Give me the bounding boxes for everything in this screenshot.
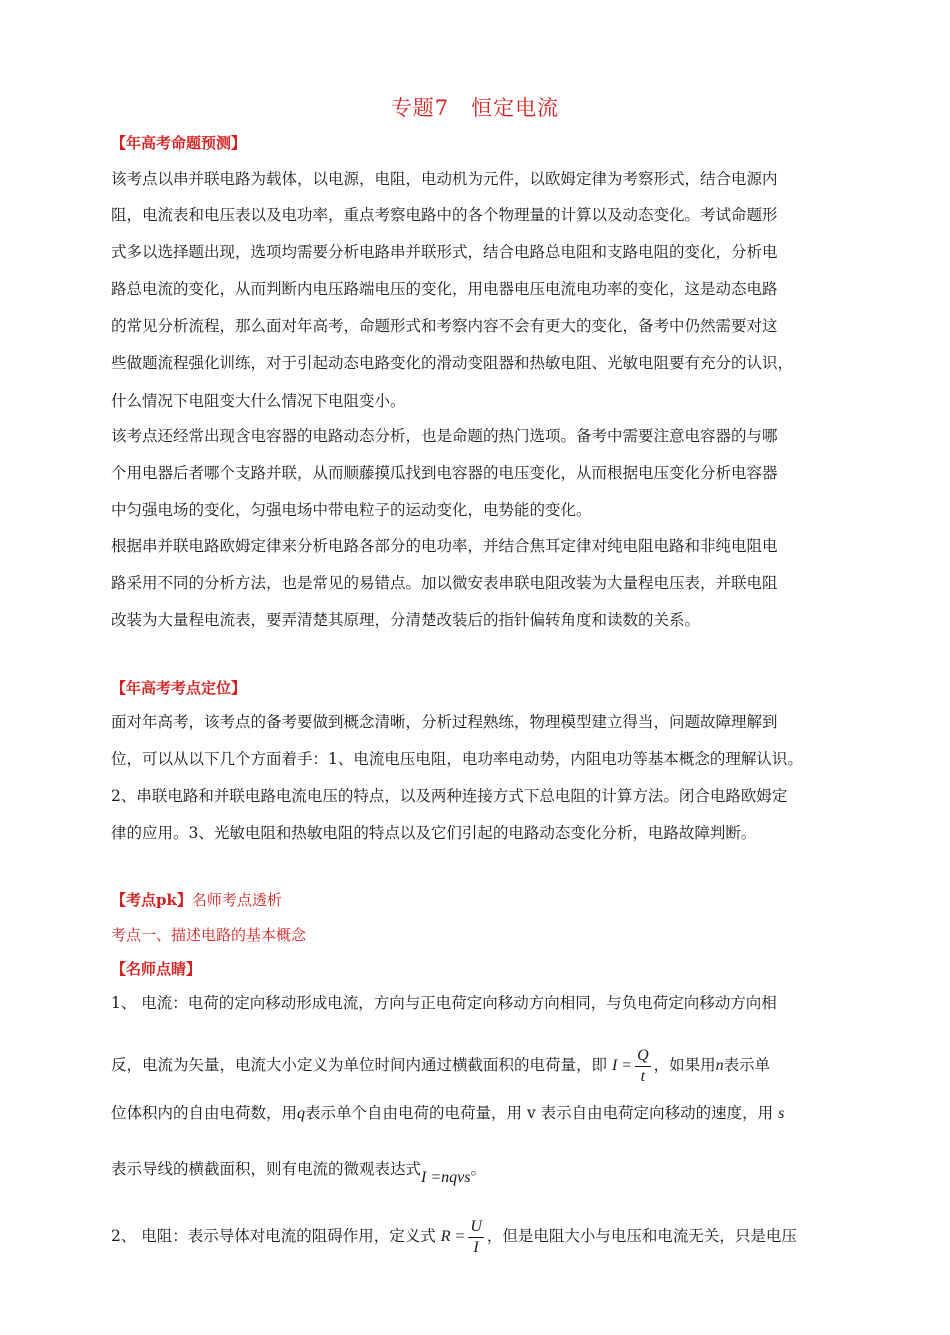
paragraph-line: 式多以选择题出现，选项均需要分析电路串并联形式，结合电路总电阻和支路电阻的变化，分析电: [111, 243, 778, 261]
item1-line2: [111, 1043, 851, 1087]
current-formula-fraction: [635, 1046, 651, 1087]
fraction-denominator: t: [640, 1067, 646, 1085]
paragraph-line: 2、串联电路和并联电路电流电压的特点，以及两种连接方式下总电阻的计算方法。闭合电路欧姆定: [111, 787, 788, 805]
item2-line1: [111, 1214, 851, 1258]
fraction-numerator: U: [468, 1217, 484, 1238]
resistance-formula-lhs: R =: [440, 1228, 466, 1245]
item1-text-d: 位体积内的自由电荷数，用: [111, 1104, 298, 1122]
item1-text-a: 反，电流为矢量，电流大小定义为单位时间内通过横截面积的电荷量，即: [111, 1056, 608, 1074]
item1-text-f: 表示导线的横截面积，则有电流的微观表达式: [111, 1160, 422, 1178]
section-heading-prediction: 【年高考命题预测】: [111, 134, 247, 152]
item1-text-b: ，如果用: [653, 1056, 716, 1074]
paragraph-line: 该考点还经常出现含电容器的电路动态分析，也是命题的热门选项。备考中需要注意电容器的与哪: [111, 427, 778, 445]
item1-line1: 1、 电流：电荷的定向移动形成电流，方向与正电荷定向移动方向相同，与负电荷定向移动方向相: [111, 994, 777, 1012]
tip-heading: 【名师点睛】: [111, 960, 202, 978]
paragraph-line: 位，可以从以下几个方面着手：1、电流电压电阻，电功率电动势，内阻电功等基本概念的理解认识。: [111, 750, 803, 768]
item1-line4: [111, 1157, 851, 1186]
item2-text-b: ，但是电阻大小与电压和电流无关，只是电压: [486, 1227, 797, 1245]
fraction-denominator: I: [473, 1238, 479, 1256]
micro-current-formula: I =nqvs: [421, 1169, 471, 1186]
paragraph-line: 路总电流的变化，从而判断内电压路端电压的变化，用电器电压电流电功率的变化，这是动态电路: [111, 280, 778, 298]
fraction-numerator: Q: [635, 1046, 651, 1067]
section-heading-positioning: 【年高考考点定位】: [111, 679, 247, 697]
paragraph-line: 什么情况下电阻变大什么情况下电阻变小。: [111, 392, 406, 410]
item1-text-e: 表示单个自由电荷的电荷量，用 v 表示自由电荷定向移动的速度，用: [305, 1104, 774, 1122]
item1-text-c: 表示单: [723, 1056, 771, 1074]
paragraph-line: 中匀强电场的变化，匀强电场中带电粒子的运动变化，电势能的变化。: [111, 501, 592, 519]
page-title: 专题7 恒定电流: [390, 96, 560, 120]
item1-text-g: 。: [470, 1160, 486, 1178]
paragraph-line: 的常见分析流程，那么面对年高考，命题形式和考察内容不会有更大的变化，备考中仍然需要对这: [111, 317, 778, 335]
resistance-formula-fraction: [468, 1217, 484, 1258]
paragraph-line: 根据串并联电路欧姆定律来分析电路各部分的电功率，并结合焦耳定律对纯电阻电路和非纯电阻电: [111, 537, 778, 555]
paragraph-line: 阻，电流表和电压表以及电功率，重点考察电路中的各个物理量的计算以及动态变化。考试命题形: [111, 206, 778, 224]
section-heading-pk: [111, 890, 851, 910]
var-s: s: [778, 1105, 785, 1122]
paragraph-line: 面对年高考，该考点的备考要做到概念清晰，分析过程熟练，物理模型建立得当，问题故障理解到: [111, 713, 778, 731]
item2-text-a: 2、 电阻：表示导体对电流的阻碍作用，定义式: [111, 1227, 436, 1245]
var-n: n: [715, 1057, 724, 1074]
paragraph-line: 律的应用。3、光敏电阻和热敏电阻的特点以及它们引起的电路动态变化分析，电路故障判断。: [111, 824, 757, 842]
paragraph-line: 个用电器后者哪个支路并联，从而顺藤摸瓜找到电容器的电压变化，从而根据电压变化分析电容器: [111, 464, 778, 482]
pk-bracket-label: 【考点pk】: [111, 891, 192, 909]
sub-heading-concept: 考点一、描述电路的基本概念: [111, 926, 307, 944]
paragraph-line: 些做题流程强化训练，对于引起动态电路变化的滑动变阻器和热敏电阻、光敏电阻要有充分的认识，: [111, 354, 794, 372]
pk-heading-text: 名师考点透析: [191, 891, 282, 909]
current-formula-lhs: I =: [611, 1057, 633, 1074]
var-q: q: [297, 1105, 306, 1122]
item1-line3: [111, 1103, 851, 1124]
paragraph-line: 路采用不同的分析方法，也是常见的易错点。加以微安表串联电阻改装为大量程电压表，并联电阻: [111, 574, 778, 592]
paragraph-line: 该考点以串并联电路为载体，以电源，电阻，电动机为元件，以欧姆定律为考察形式，结合电源内: [111, 170, 778, 188]
paragraph-line: 改装为大量程电流表，要弄清楚其原理，分清楚改装后的指针偏转角度和读数的关系。: [111, 611, 701, 629]
